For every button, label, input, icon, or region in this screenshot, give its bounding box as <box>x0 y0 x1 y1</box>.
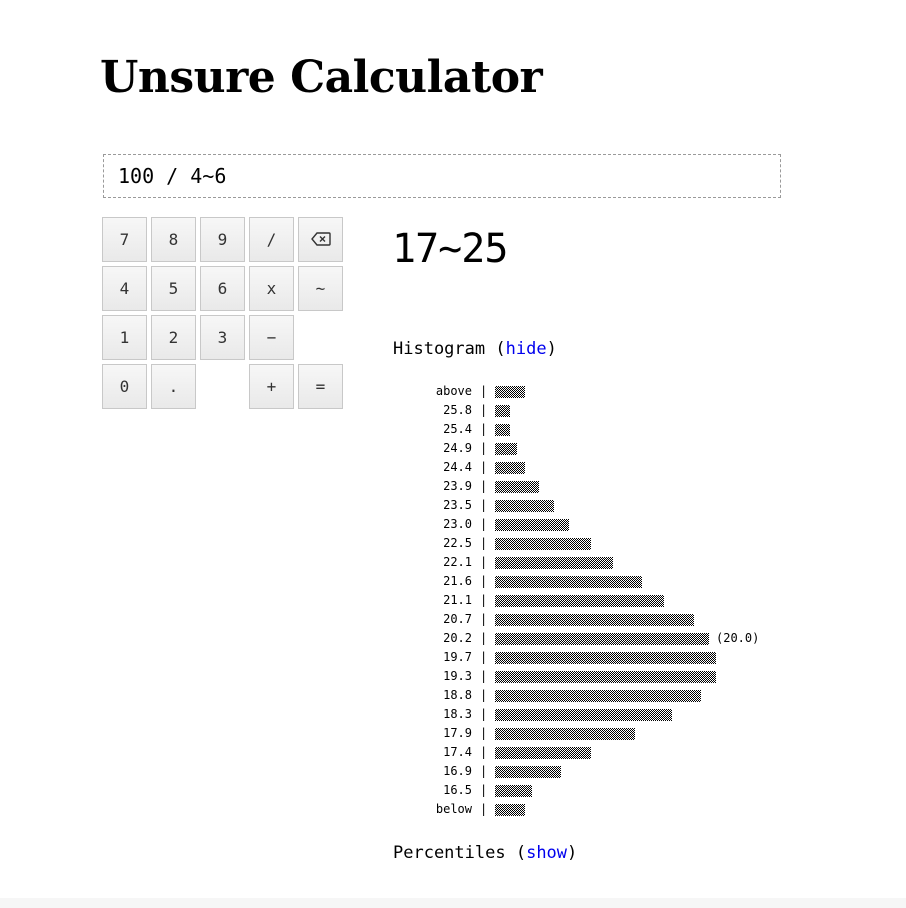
histogram-row <box>420 743 780 762</box>
expression-input[interactable] <box>103 154 781 198</box>
histogram-bin-label: 18.8 <box>443 688 472 702</box>
percentiles-heading-label: Percentiles <box>393 843 506 863</box>
histogram-axis-separator: | <box>480 479 488 493</box>
histogram-bar <box>495 614 694 626</box>
histogram-row <box>420 800 780 819</box>
key-6[interactable]: 6 <box>200 266 245 311</box>
histogram-bar <box>495 576 642 588</box>
histogram-bar <box>495 538 591 550</box>
histogram-bar <box>495 443 517 455</box>
histogram-axis-separator: | <box>480 536 488 550</box>
histogram-axis-separator: | <box>480 555 488 569</box>
histogram-bin-label: 21.6 <box>443 574 472 588</box>
key-5[interactable]: 5 <box>151 266 196 311</box>
histogram-row <box>420 420 780 439</box>
histogram-bin-label: 23.0 <box>443 517 472 531</box>
histogram-bar <box>495 595 664 607</box>
histogram-bar <box>495 671 716 683</box>
histogram-bar <box>495 405 510 417</box>
histogram-row <box>420 439 780 458</box>
histogram-axis-separator: | <box>480 384 488 398</box>
histogram-row <box>420 705 780 724</box>
histogram-heading: Histogram (hide) <box>393 339 557 359</box>
histogram-axis-separator: | <box>480 498 488 512</box>
histogram-row <box>420 762 780 781</box>
page-bottom-edge <box>0 898 906 908</box>
histogram-row <box>420 534 780 553</box>
histogram-bin-label: 23.9 <box>443 479 472 493</box>
histogram-row <box>420 610 780 629</box>
key-decimal[interactable]: . <box>151 364 196 409</box>
histogram-bin-label: 20.7 <box>443 612 472 626</box>
histogram-axis-separator: | <box>480 688 488 702</box>
histogram-axis-separator: | <box>480 441 488 455</box>
histogram-bar <box>495 519 569 531</box>
histogram-axis-separator: | <box>480 574 488 588</box>
histogram-bin-label: below <box>435 802 472 816</box>
histogram-row <box>420 553 780 572</box>
histogram-bar <box>495 557 613 569</box>
histogram-axis-separator: | <box>480 517 488 531</box>
key-divide[interactable]: / <box>249 217 294 262</box>
key-1[interactable]: 1 <box>102 315 147 360</box>
histogram-axis-separator: | <box>480 802 488 816</box>
histogram-bin-label: 23.5 <box>443 498 472 512</box>
key-8[interactable]: 8 <box>151 217 196 262</box>
histogram-axis-separator: | <box>480 745 488 759</box>
histogram-row <box>420 667 780 686</box>
page-title: Unsure Calculator <box>100 52 543 103</box>
histogram-bin-label: 19.7 <box>443 650 472 664</box>
percentiles-heading: Percentiles (show) <box>393 843 578 863</box>
result-value: 17~25 <box>392 226 508 272</box>
histogram-row <box>420 477 780 496</box>
histogram-axis-separator: | <box>480 460 488 474</box>
histogram-row <box>420 724 780 743</box>
histogram-heading-label: Histogram <box>393 339 486 359</box>
key-minus[interactable]: − <box>249 315 294 360</box>
key-0[interactable]: 0 <box>102 364 147 409</box>
backspace-button[interactable] <box>298 217 343 262</box>
histogram-row <box>420 591 780 610</box>
histogram-bin-label: 16.9 <box>443 764 472 778</box>
histogram-row <box>420 458 780 477</box>
key-plus[interactable]: + <box>249 364 294 409</box>
histogram-bar <box>495 481 539 493</box>
histogram-bar <box>495 804 525 816</box>
histogram-bin-label: 19.3 <box>443 669 472 683</box>
histogram-axis-separator: | <box>480 726 488 740</box>
histogram-bar <box>495 747 591 759</box>
histogram-row <box>420 781 780 800</box>
key-7[interactable]: 7 <box>102 217 147 262</box>
histogram-row <box>420 686 780 705</box>
histogram-bin-label: 22.5 <box>443 536 472 550</box>
histogram-axis-separator: | <box>480 783 488 797</box>
histogram-bin-label: above <box>435 384 472 398</box>
histogram-axis-separator: | <box>480 631 488 645</box>
histogram-bin-label: 16.5 <box>443 783 472 797</box>
histogram-axis-separator: | <box>480 612 488 626</box>
histogram-bar <box>495 500 554 512</box>
histogram-bin-label: 17.9 <box>443 726 472 740</box>
key-2[interactable]: 2 <box>151 315 196 360</box>
histogram-bar <box>495 728 635 740</box>
histogram-bar <box>495 690 701 702</box>
histogram-bar <box>495 652 716 664</box>
histogram-bar <box>495 785 532 797</box>
histogram-row <box>420 648 780 667</box>
histogram-bin-label: 24.4 <box>443 460 472 474</box>
histogram-toggle-link[interactable]: hide <box>505 339 547 359</box>
histogram-axis-separator: | <box>480 707 488 721</box>
histogram-axis-separator: | <box>480 403 488 417</box>
key-4[interactable]: 4 <box>102 266 147 311</box>
histogram-axis-separator: | <box>480 764 488 778</box>
histogram-bin-label: 21.1 <box>443 593 472 607</box>
histogram-bar <box>495 386 525 398</box>
histogram-bar <box>495 709 672 721</box>
histogram-row <box>420 515 780 534</box>
histogram-axis-separator: | <box>480 650 488 664</box>
backspace-icon <box>311 230 331 249</box>
histogram-bin-label: 24.9 <box>443 441 472 455</box>
keypad <box>102 217 347 412</box>
histogram-bin-label: 18.3 <box>443 707 472 721</box>
histogram-bin-label: 22.1 <box>443 555 472 569</box>
histogram-axis-separator: | <box>480 422 488 436</box>
key-range[interactable]: ~ <box>298 266 343 311</box>
key-equals[interactable]: = <box>298 364 343 409</box>
histogram-bar <box>495 766 561 778</box>
histogram-axis-separator: | <box>480 669 488 683</box>
histogram-row <box>420 496 780 515</box>
histogram-row <box>420 572 780 591</box>
histogram-chart <box>420 382 780 819</box>
histogram-bin-label: 25.4 <box>443 422 472 436</box>
histogram-bin-label: 25.8 <box>443 403 472 417</box>
key-9[interactable]: 9 <box>200 217 245 262</box>
histogram-bar <box>495 424 510 436</box>
histogram-bin-label: 20.2 <box>443 631 472 645</box>
percentiles-toggle-link[interactable]: show <box>526 843 568 863</box>
histogram-row <box>420 629 780 648</box>
histogram-row <box>420 401 780 420</box>
key-multiply[interactable]: x <box>249 266 294 311</box>
histogram-bin-label: 17.4 <box>443 745 472 759</box>
histogram-axis-separator: | <box>480 593 488 607</box>
histogram-bar <box>495 633 709 645</box>
histogram-row <box>420 382 780 401</box>
histogram-median-annotation: (20.0) <box>716 631 760 645</box>
key-3[interactable]: 3 <box>200 315 245 360</box>
histogram-bar <box>495 462 525 474</box>
